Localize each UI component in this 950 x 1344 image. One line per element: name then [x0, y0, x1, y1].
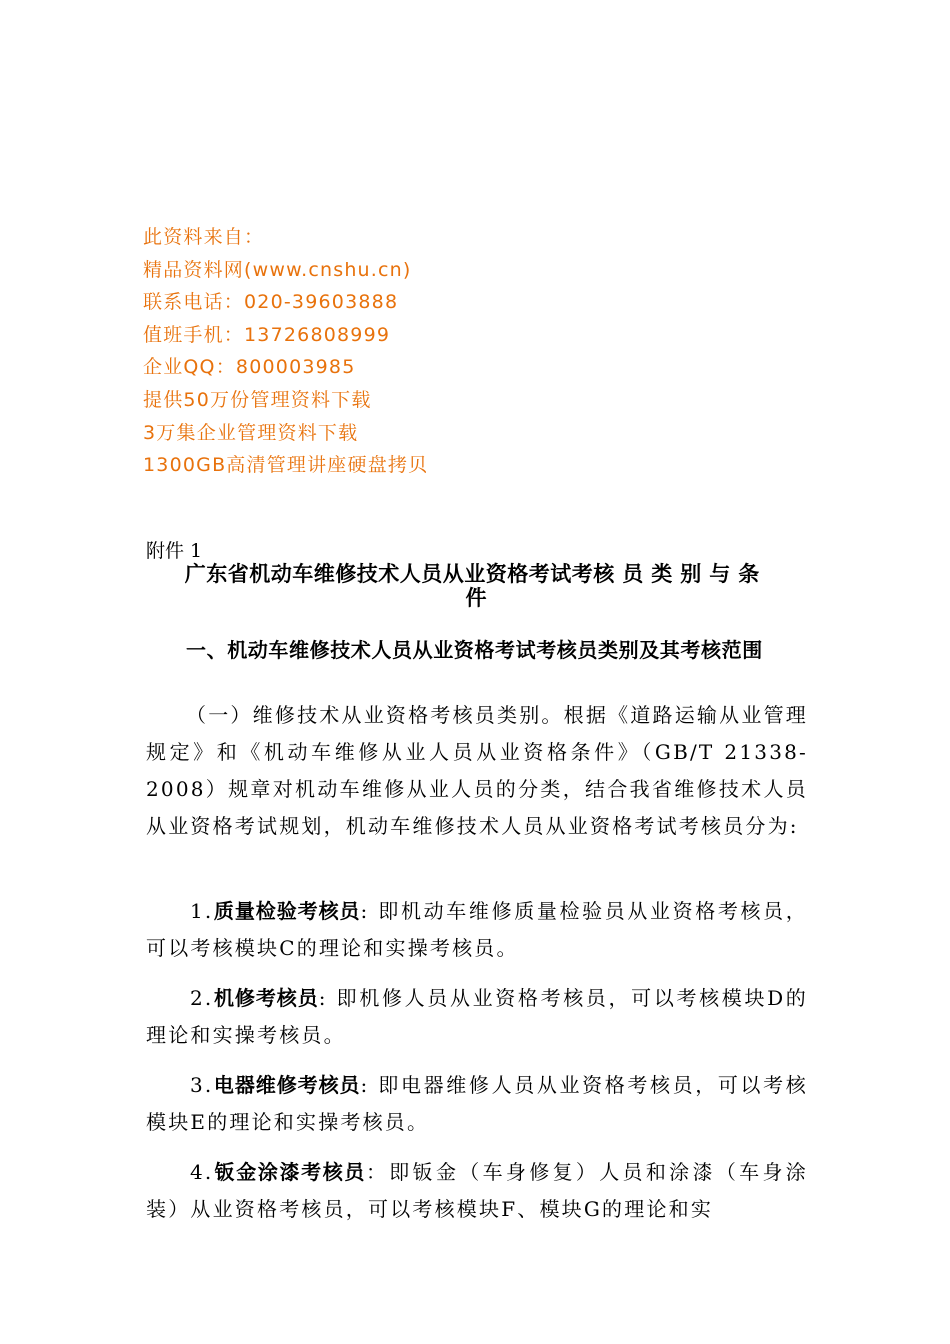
promo-line-website: 精品资料网(www.cnshu.cn) — [143, 258, 412, 281]
title-line-1 — [146, 562, 806, 586]
item-number: 1. — [190, 899, 214, 923]
item-label: 质量检验考核员 — [213, 899, 361, 923]
item-label: 机修考核员 — [213, 986, 319, 1010]
promo-line-mobile: 值班手机：13726808999 — [143, 323, 391, 346]
item-text: ：即钣金（车身修复）人员和涂漆（车身涂装）从业资格考核员，可以考核模块F、模块G的理论和实 — [146, 1160, 809, 1221]
promo-line-offer-1: 提供50万份管理资料下载 — [143, 388, 372, 411]
item-number: 3. — [190, 1073, 214, 1097]
title-main: 广东省机动车维修技术人员从业资格考试考 — [184, 562, 594, 586]
list-item-sheet-metal-painting — [146, 1154, 808, 1228]
item-number: 4. — [190, 1160, 214, 1184]
item-text: : 即电器维修人员从业资格考核员，可以考核模块E的理论和实操考核员。 — [146, 1073, 809, 1134]
list-item-quality-inspection — [146, 893, 808, 967]
document-title — [146, 562, 806, 610]
title-line-2: 件 — [465, 586, 487, 610]
section-1-heading: 一、机动车维修技术人员从业资格考试考核员类别及其考核范围 — [186, 638, 763, 662]
item-text: : 即机修人员从业资格考核员，可以考核模块D的理论和实操考核员。 — [146, 986, 809, 1047]
promo-line-source: 此资料来自： — [143, 226, 265, 248]
item-number: 2. — [190, 986, 214, 1010]
list-item-mechanic — [146, 980, 808, 1054]
promo-line-phone: 联系电话：020-39603888 — [143, 291, 399, 314]
paragraph-categories: （一）维修技术从业资格考核员类别。根据《道路运输从业管理规定》和《机动车维修从业人员从业资格条件》（GB/T 21338-2008）规章对机动车维修从业人员的分类，结合我省维修技术人员从业资格考试规划，机动车维修技术人员从业资格考试考核员分为: — [146, 703, 808, 838]
promo-line-qq: 企业QQ：800003985 — [143, 356, 356, 379]
item-label: 电器维修考核员 — [213, 1073, 361, 1097]
promo-line-offer-2: 3万集企业管理资料下载 — [143, 421, 359, 444]
item-text: : 即机动车维修质量检验员从业资格考核员，可以考核模块C的理论和实操考核员。 — [146, 899, 809, 960]
promo-line-offer-3: 1300GB高清管理讲座硬盘拷贝 — [143, 454, 429, 477]
item-label: 钣金涂漆考核员 — [213, 1160, 366, 1184]
promo-block — [143, 221, 428, 482]
list-item-electrical — [146, 1067, 808, 1141]
attachment-label: 附件 1 — [146, 540, 203, 562]
title-spaced: 核员类别与条 — [593, 562, 768, 586]
